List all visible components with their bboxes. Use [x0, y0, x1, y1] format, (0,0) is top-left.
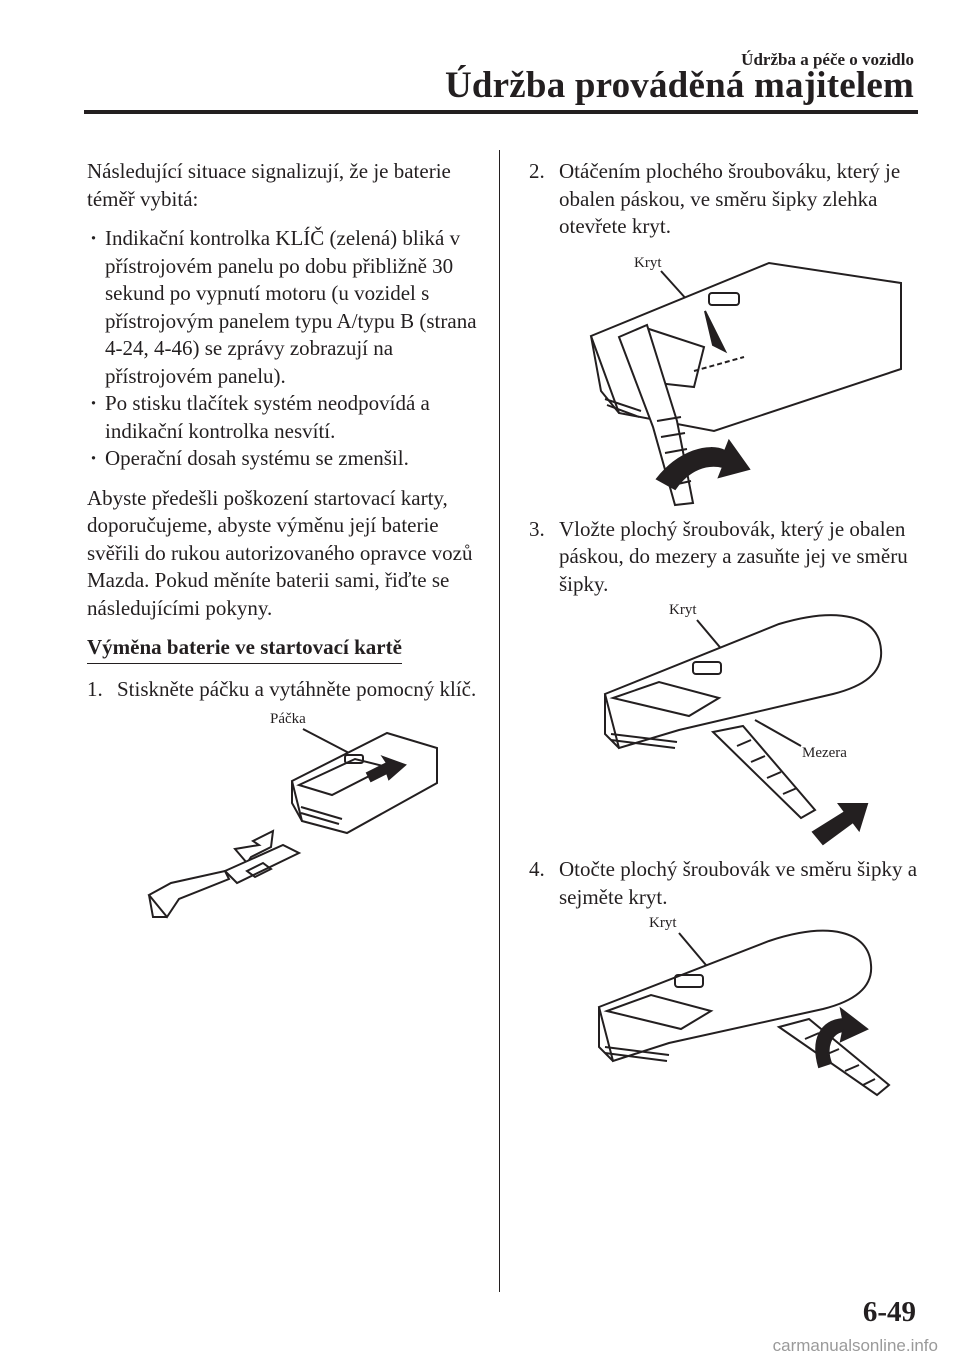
step-text: Vložte plochý šroubovák, který je obalen páskou, do mezery a zasuňte jej ve směru šipky. — [559, 516, 908, 596]
figure-open-cover — [529, 241, 919, 516]
callout-cover: Kryt — [649, 915, 677, 931]
step-number: 4. — [529, 857, 545, 881]
symptom-list — [87, 225, 482, 473]
right-column — [529, 158, 919, 1121]
insert-screwdriver-illustration — [529, 598, 919, 856]
subheading: Výměna baterie ve startovací kartě — [87, 634, 402, 664]
step-1 — [87, 676, 482, 704]
step-4 — [529, 856, 919, 911]
symptom-item: · Po stisku tlačítek systém neodpovídá a indikační kontrolka nesvítí. — [87, 390, 482, 445]
intro-paragraph: Následující situace signalizují, že je baterie téměř vybitá: — [87, 159, 451, 211]
column-divider — [499, 150, 500, 1292]
figure-remove-aux-key — [87, 703, 482, 938]
key-card-illustration — [87, 703, 482, 938]
figure-remove-cover — [529, 911, 919, 1121]
callout-cover: Kryt — [669, 602, 697, 618]
figure-insert-screwdriver — [529, 598, 919, 856]
symptom-item: · Indikační kontrolka KLÍČ (zelená) bliká v přístrojovém panelu po dobu přibližně 30 sekund po vypnutí motoru (u vozidel s přístrojovým panelem typu A/typu B (strana 4-24, 4-46) se zprávy zobrazují na přístrojovém panelu). — [87, 225, 482, 390]
remove-cover-illustration — [529, 911, 919, 1121]
advice-paragraph: Abyste předešli poškození startovací karty, doporučujeme, abyste výměnu její baterie svěřili do rukou autorizovaného opravce vozů Mazda. Pokud měníte baterii sami, řiďte se následujícími pokyny. — [87, 485, 473, 620]
callout-cover: Kryt — [634, 254, 662, 271]
step-number: 3. — [529, 516, 545, 541]
page-number: 6-49 — [862, 1296, 916, 1328]
step-number: 2. — [529, 159, 545, 183]
section-title: Údržba a péče o vozidlo — [741, 50, 914, 69]
open-cover-illustration — [529, 241, 919, 516]
page-title: Údržba prováděná majitelem — [444, 65, 914, 106]
step-text: Otočte plochý šroubovák ve směru šipky a sejměte kryt. — [559, 857, 918, 909]
left-column — [87, 158, 482, 938]
step-3 — [529, 516, 919, 599]
step-text: Otáčením plochého šroubováku, který je obalen páskou, ve směru šipky zlehka otevřete kryt. — [559, 159, 901, 238]
symptom-item: · Operační dosah systému se zmenšil. — [87, 445, 482, 473]
step-text: Stiskněte páčku a vytáhněte pomocný klíč. — [117, 676, 477, 701]
callout-gap: Mezera — [802, 745, 847, 761]
step-number: 1. — [87, 676, 103, 701]
step-2 — [529, 158, 919, 241]
header-rule — [84, 110, 918, 114]
callout-lever: Páčka — [270, 711, 306, 727]
watermark: carmanualsonline.info — [772, 1336, 938, 1355]
